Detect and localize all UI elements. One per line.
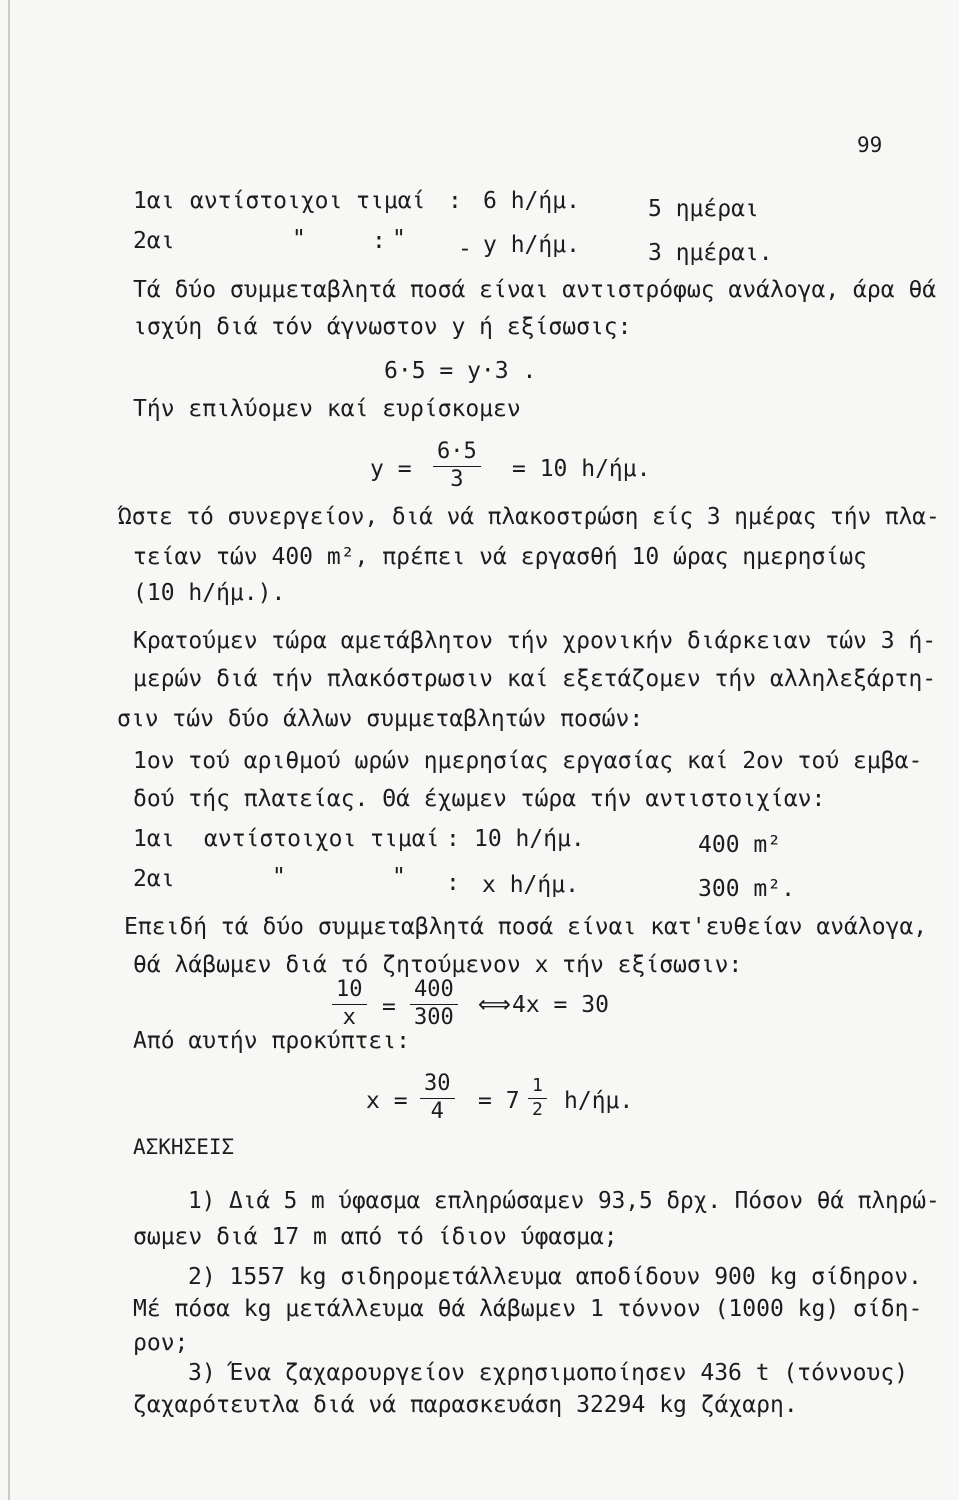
equation-4-mid: = 7 (478, 1088, 520, 1114)
equation-4-lhs: x = (366, 1088, 408, 1114)
row1-area: 400 m² (698, 832, 782, 858)
row2-dash: - (458, 236, 472, 262)
exercise-2-line: ρον; (133, 1330, 189, 1356)
paragraph-line: θά λάβωμεν διά τό ζητούμενον x τήν εξίσωσιν: (133, 952, 743, 978)
exercise-2-line: 2) 1557 kg σιδηρομετάλλευμα απoδίδουν 900 kg σίδηρον. (188, 1264, 922, 1290)
row1-days: 5 ημέραι (648, 196, 759, 222)
row1-colon: : (446, 826, 460, 852)
equation-3-fraction-right (410, 978, 458, 1030)
equation-4-mixed-fraction (528, 1076, 547, 1120)
fraction-denominator: 4 (430, 1099, 444, 1124)
row1-text: αντίστοιχοι τιμαί (204, 826, 440, 852)
fraction-numerator: 10 (332, 978, 367, 1005)
paragraph-line: μερών διά τήν πλακόστρωσιν καί εξετάζομεν τήν αλληλεξάρτη- (133, 666, 937, 692)
fraction-numerator: 1 (528, 1076, 547, 1099)
paragraph-line: (10 h/ήμ.). (133, 580, 286, 606)
paragraph-line: Κρατούμεν τώρα αμετάβλητον τήν χρονικήν διάρκειαν τών 3 ή- (133, 628, 937, 654)
row2-area: 300 m². (698, 876, 795, 902)
exercise-1-line: 1) Διά 5 m ύφασμα επληρώσαμεν 93,5 δρχ. Πόσον θά πληρώ- (188, 1188, 940, 1214)
fraction-denominator: x (342, 1005, 356, 1030)
equivalence-arrow-icon: ⟺ (478, 992, 511, 1018)
paragraph-line: τείαν τών 400 m², πρέπει νά εργασθή 10 ώρας ημερησίως (133, 544, 867, 570)
row1-value: 6 h/ήμ. (483, 188, 580, 214)
paragraph-line: Τά δύο συμμεταβλητά ποσά είναι αντιστρόφως ανάλογα, άρα θά (133, 277, 937, 303)
row2-value: x h/ήμ. (482, 872, 579, 898)
row1-colon: : (448, 188, 462, 214)
equation-2-rhs: = 10 h/ήμ. (512, 456, 651, 482)
fraction-denominator: 300 (414, 1005, 454, 1030)
fraction-numerator: 30 (420, 1072, 455, 1099)
row1-value: 10 h/ήμ. (474, 826, 585, 852)
paragraph-line: Ώστε τό συνεργείον, διά νά πλακοστρώση είς 3 ημέρας τήν πλα- (118, 504, 940, 530)
row1-text: αντίστοιχοι τιμαί (190, 188, 426, 214)
equation-3-rhs: 4x = 30 (512, 992, 609, 1018)
fraction-denominator: 2 (532, 1099, 543, 1120)
paragraph-line: δού τής πλατείας. Θά έχωμεν τώρα τήν αντιστοιχίαν: (133, 786, 826, 812)
exercise-3-line: ζαχαρότευτλα διά νά παρασκευάση 32294 kg ζάχαρη. (133, 1392, 798, 1418)
fraction-numerator: 400 (410, 978, 458, 1005)
row2-ditto1: " (272, 864, 286, 890)
row2-colon: : (372, 228, 386, 254)
equation-4-unit: h/ήμ. (564, 1088, 634, 1114)
page-edge-shadow (8, 0, 10, 1500)
equation-2-lhs: y = (370, 456, 412, 482)
paragraph-line: 1ον τού αριθμού ωρών ημερησίας εργασίας καί 2ον τού εμβα- (133, 748, 923, 774)
equation-3-fraction-left (332, 978, 367, 1030)
paragraph-line: Τήν επιλύομεν καί ευρίσκομεν (133, 396, 521, 422)
paragraph-line: σιν τών δύο άλλων συμμεταβλητών ποσών: (117, 706, 644, 732)
row2-value: y h/ήμ. (483, 232, 580, 258)
exercise-3-line: 3) Ένα ζαχαρουργείον εχρησιμοποίησεν 436 t (τόννους) (188, 1360, 909, 1386)
row2-ditto1: " (292, 226, 306, 252)
paragraph-line: Επειδή τά δύο συμμεταβλητά ποσά είναι κατ'ευθείαν ανάλογα, (124, 914, 928, 940)
row2-label: 2αι (133, 228, 175, 254)
fraction-numerator: 6·5 (433, 440, 481, 467)
exercise-1-line: σωμεν διά 17 m από τό ίδιον ύφασμα; (133, 1224, 618, 1250)
paragraph-line: ισχύη διά τόν άγνωστον y ή εξίσωσις: (133, 314, 632, 340)
row2-ditto2: " (392, 226, 406, 252)
row2-colon: : (446, 870, 460, 896)
equation-2-fraction (433, 440, 481, 492)
row1-label: 1αι (133, 826, 175, 852)
page-number: 99 (857, 133, 883, 157)
exercise-2-line: Μέ πόσα kg μετάλλευμα θά λάβωμεν 1 τόννον (1000 kg) σίδη- (133, 1296, 923, 1322)
equation-1: 6·5 = y·3 . (384, 358, 537, 384)
paragraph-line: Από αυτήν προκύπτει: (133, 1028, 410, 1054)
row2-days: 3 ημέραι. (648, 240, 773, 266)
equation-4-fraction (420, 1072, 455, 1124)
equation-3-equals: = (382, 994, 396, 1020)
row2-label: 2αι (133, 866, 175, 892)
row2-ditto2: " (392, 864, 406, 890)
exercises-heading: ΑΣΚΗΣΕΙΣ (133, 1135, 235, 1159)
fraction-denominator: 3 (450, 467, 464, 492)
row1-label: 1αι (133, 188, 175, 214)
